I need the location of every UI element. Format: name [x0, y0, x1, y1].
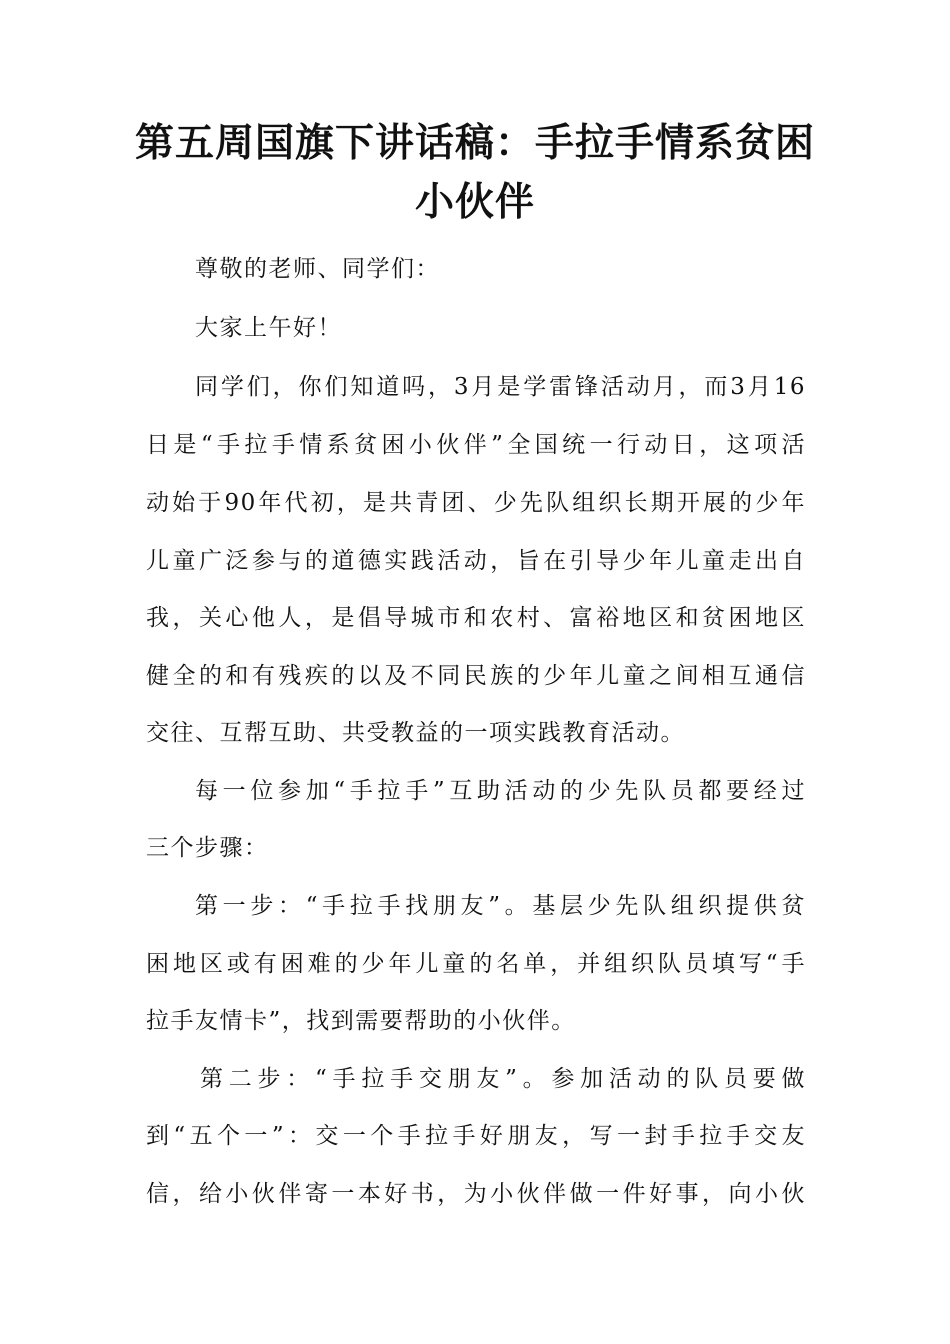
paragraph-line: 第一步：“手拉手找朋友”。基层少先队组织提供贫 [195, 893, 806, 919]
document-title-line-1: 第五周国旗下讲话稿：手拉手情系贫困 [134, 121, 815, 166]
paragraph-line: 同学们，你们知道吗，3月是学雷锋活动月，而3月16 [195, 374, 806, 400]
paragraph-line: 健全的和有残疾的以及不同民族的少年儿童之间相互通信 [146, 663, 806, 689]
document-title-line-2: 小伙伴 [414, 180, 535, 225]
paragraph-line: 儿童广泛参与的道德实践活动，旨在引导少年儿童走出自 [146, 548, 806, 574]
paragraph-line: 困地区或有困难的少年儿童的名单，并组织队员填写“手 [146, 951, 806, 977]
paragraph-line: 日是“手拉手情系贫困小伙伴”全国统一行动日，这项活 [146, 432, 806, 458]
paragraph-line: 三个步骤： [146, 835, 269, 861]
greeting: 大家上午好！ [195, 315, 342, 341]
paragraph-line: 信，给小伙伴寄一本好书，为小伙伴做一件好事，向小伙 [146, 1181, 806, 1207]
paragraph-line: 第二步：“手拉手交朋友”。参加活动的队员要做 [200, 1066, 806, 1092]
salutation: 尊敬的老师、同学们： [195, 256, 440, 282]
paragraph-line: 每一位参加“手拉手”互助活动的少先队员都要经过 [195, 778, 806, 804]
paragraph-line: 到“五个一”：交一个手拉手好朋友，写一封手拉手交友 [146, 1123, 806, 1149]
paragraph-line: 交往、互帮互助、共受教益的一项实践教育活动。 [146, 720, 685, 746]
paragraph-line: 动始于90年代初，是共青团、少先队组织长期开展的少年 [146, 490, 806, 516]
paragraph-line: 我，关心他人，是倡导城市和农村、富裕地区和贫困地区 [146, 605, 806, 631]
paragraph-line: 拉手友情卡”，找到需要帮助的小伙伴。 [146, 1008, 576, 1034]
